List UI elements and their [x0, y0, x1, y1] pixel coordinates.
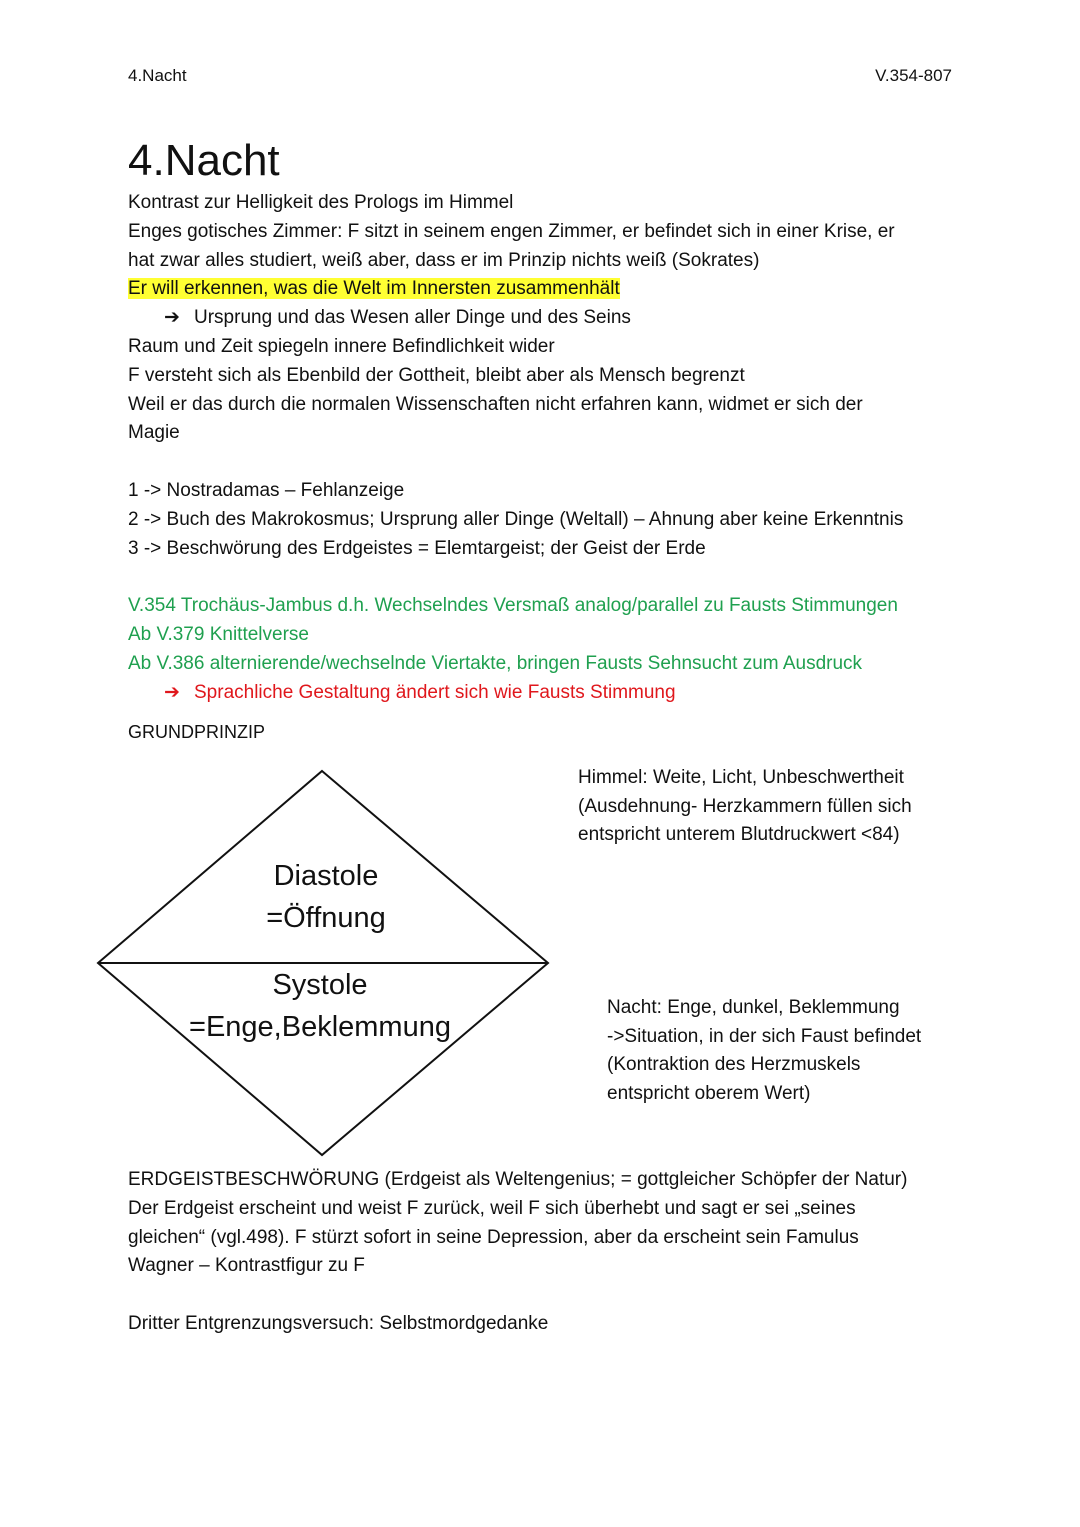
intro-line: Weil er das durch die normalen Wissenschaften nicht erfahren kann, widmet er sich der [128, 393, 863, 415]
verse-line: V.354 Trochäus-Jambus d.h. Wechselndes Versmaß analog/parallel zu Fausts Stimmungen [128, 595, 898, 617]
intro-section [128, 189, 948, 707]
arrow-icon: ➔ [164, 307, 180, 329]
arrow-icon: ➔ [164, 681, 180, 703]
erdgeist-line: ERDGEISTBESCHWÖRUNG (Erdgeist als Weltengenius; = gottgleicher Schöpfer der Natur) [128, 1169, 908, 1190]
arrow-point: Ursprung und das Wesen aller Dinge und des Seins [194, 307, 631, 329]
header-right: V.354-807 [875, 66, 952, 85]
grundprinzip-heading: GRUNDPRINZIP [128, 722, 266, 742]
erdgeist-line: Der Erdgeist erscheint und weist F zurück, weil F sich überhebt und sagt er sei „seines [128, 1197, 856, 1219]
intro-line: Kontrast zur Helligkeit des Prologs im Himmel [128, 192, 514, 213]
verse-line: Ab V.386 alternierende/wechselnde Viertakte, bringen Fausts Sehnsucht zum Ausdruck [128, 652, 863, 674]
highlighted-line: Er will erkennen, was die Welt im Innersten zusammenhält [128, 278, 620, 300]
himmel-note: Himmel: Weite, Licht, Unbeschwertheit (Ausdehnung- Herzkammern füllen sich entspricht unterem Blutdruckwert <84) [578, 767, 912, 846]
intro-line: Raum und Zeit spiegeln innere Befindlichkeit wider [128, 335, 555, 357]
final-line: Dritter Entgrenzungsversuch: Selbstmordgedanke [128, 1312, 549, 1334]
erdgeist-section [128, 1166, 948, 1339]
systole-label: Systole =Enge,Beklemmung [189, 969, 451, 1043]
attempt-item: 1 -> Nostradamas – Fehlanzeige [128, 479, 405, 501]
erdgeist-line: Wagner – Kontrastfigur zu F [128, 1255, 365, 1277]
verse-conclusion: Sprachliche Gestaltung ändert sich wie Fausts Stimmung [194, 681, 676, 703]
page-title: 4.Nacht [128, 136, 280, 185]
verse-line: Ab V.379 Knittelverse [128, 623, 309, 645]
header-left: 4.Nacht [128, 66, 187, 85]
attempt-item: 2 -> Buch des Makrokosmus; Ursprung aller Dinge (Weltall) – Ahnung aber keine Erkenntnis [128, 508, 904, 530]
attempt-item: 3 -> Beschwörung des Erdgeistes = Elemtargeist; der Geist der Erde [128, 537, 706, 559]
intro-line: F versteht sich als Ebenbild der Gottheit, bleibt aber als Mensch begrenzt [128, 364, 745, 386]
intro-line: Enges gotisches Zimmer: F sitzt in seinem engen Zimmer, er befindet sich in einer Krise, er [128, 220, 895, 242]
diastole-label: Diastole =Öffnung [266, 860, 386, 934]
erdgeist-line: gleichen“ (vgl.498). F stürzt sofort in seine Depression, aber da erscheint sein Famulus [128, 1226, 859, 1248]
nacht-note: Nacht: Enge, dunkel, Beklemmung ->Situation, in der sich Faust befindet (Kontraktion des Herzmuskels entspricht oberem Wert) [607, 997, 922, 1104]
intro-line: hat zwar alles studiert, weiß aber, dass er im Prinzip nichts weiß (Sokrates) [128, 249, 760, 271]
intro-line: Magie [128, 422, 180, 444]
